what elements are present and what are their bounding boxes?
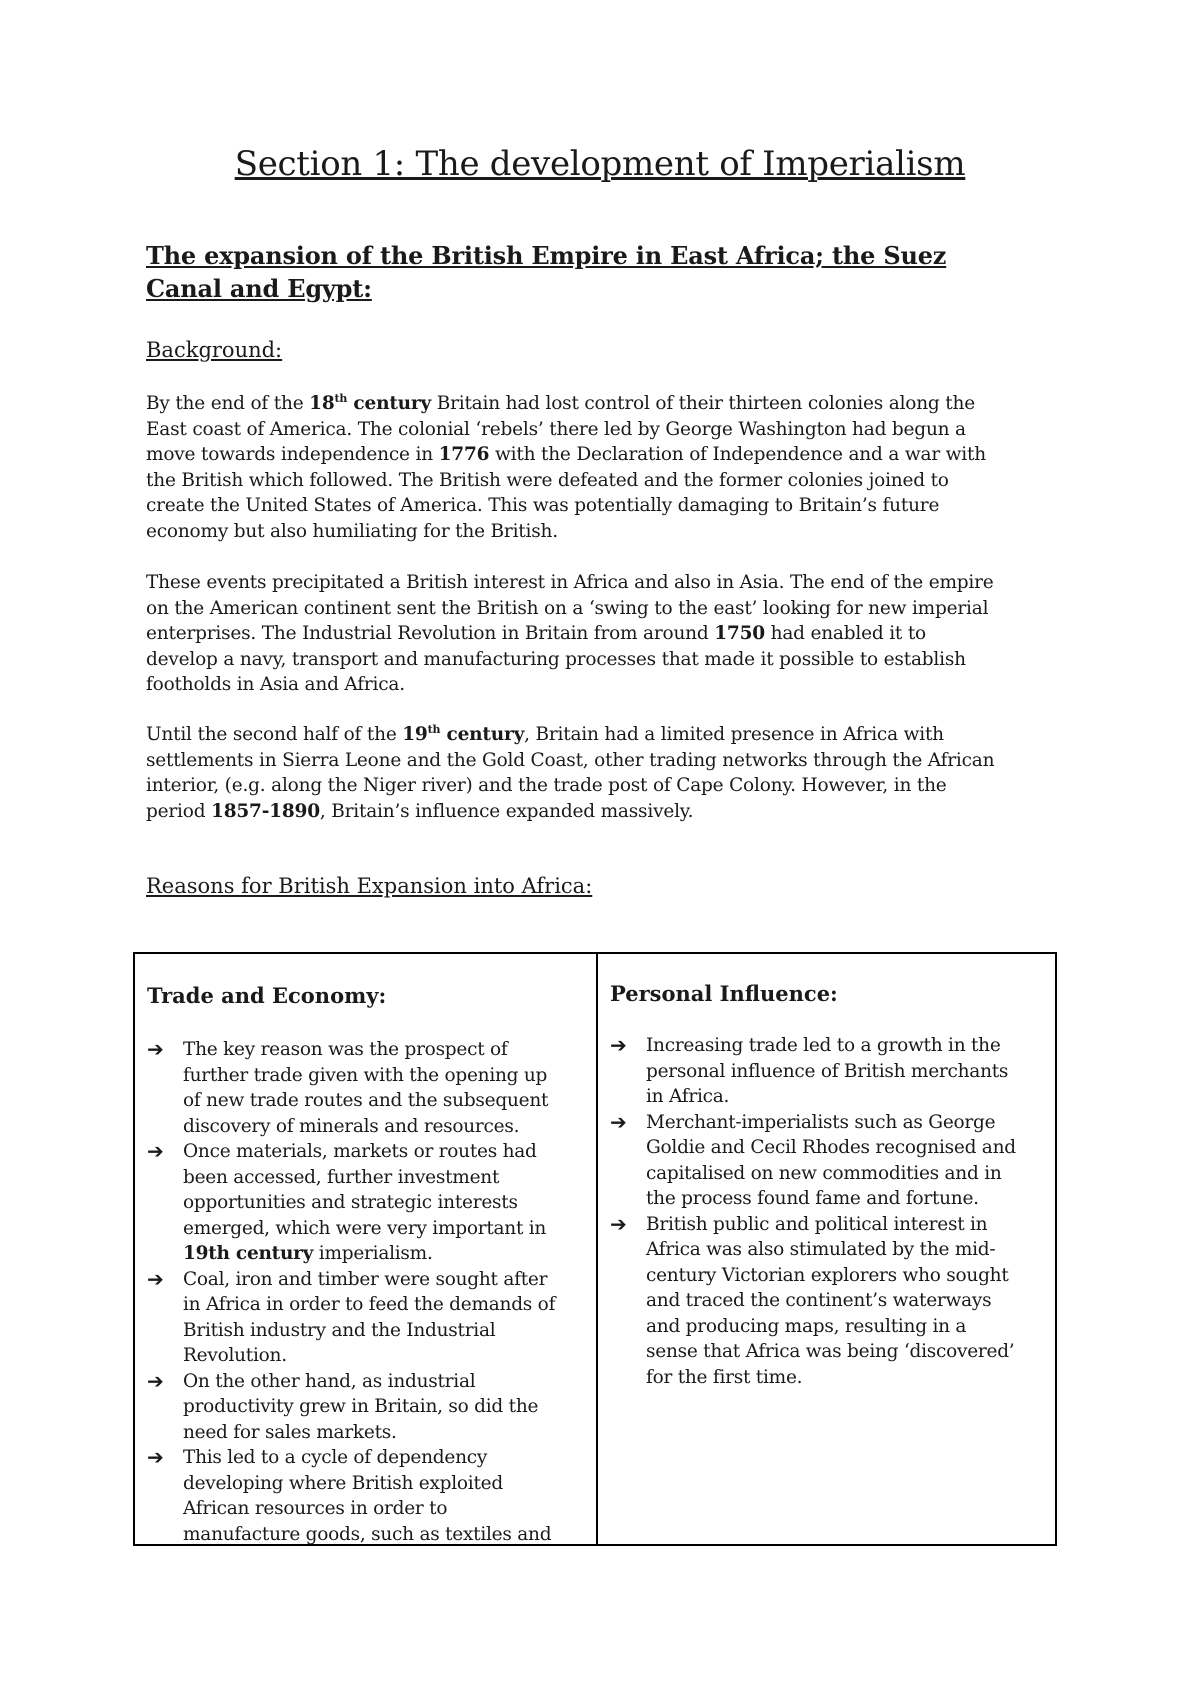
text-line: emerged, which were very important in	[183, 1217, 547, 1239]
text-line: Until the second half of the 19th century, Britain had a limited presence in Africa with	[146, 723, 944, 745]
text-line: interior, (e.g. along the Niger river) and the trade post of Cape Colony. However, in the	[146, 775, 947, 796]
bullet-item	[135, 1037, 596, 1139]
text-line: Coal, iron and timber were sought after	[183, 1268, 548, 1290]
text-line: economy but also humiliating for the British.	[146, 520, 558, 542]
text-line: need for sales markets.	[183, 1421, 397, 1443]
subheading-line: The expansion of the British Empire in East Africa; the Suez	[146, 241, 947, 270]
bullet-item	[135, 1267, 596, 1369]
text-line: further trade given with the opening up	[183, 1064, 548, 1086]
text-line: British public and political interest in	[646, 1213, 988, 1235]
text-line: on the American continent sent the British on a ‘swing to the east’ looking for new imperial	[146, 597, 989, 619]
text-line: This led to a cycle of dependency	[183, 1447, 488, 1468]
right-arrow-icon: ➔	[147, 1266, 164, 1291]
bold-text: century	[440, 724, 525, 745]
bold-text: 19	[402, 724, 428, 745]
text-line: footholds in Asia and Africa.	[146, 674, 405, 695]
background-heading: Background:	[146, 338, 283, 362]
text-line: African resources in order to	[183, 1498, 448, 1519]
text-line: in Africa.	[646, 1086, 730, 1107]
text-line: move towards independence in 1776 with the Declaration of Independence and a war with	[146, 444, 986, 465]
text-line: By the end of the 18th century Britain had lost control of their thirteen colonies along the	[146, 392, 975, 414]
bold-text: 18	[309, 393, 335, 414]
text-line: Revolution.	[183, 1345, 287, 1366]
section-subheading	[146, 239, 1046, 305]
bullet-item	[135, 1139, 596, 1267]
text-line: for the first time.	[646, 1366, 803, 1388]
text-line: develop a navy, transport and manufacturing processes that made it possible to establish	[146, 648, 966, 670]
trade-economy-bullets	[135, 1037, 596, 1544]
text-line: century Victorian explorers who sought	[646, 1264, 1009, 1286]
text-line: manufacture goods, such as textiles and	[183, 1523, 552, 1544]
bullet-item	[135, 1445, 596, 1544]
text-line: discovery of minerals and resources.	[183, 1115, 520, 1137]
paragraph-background-2	[146, 570, 1066, 698]
bullet-item	[598, 1110, 1055, 1212]
text-line: Goldie and Cecil Rhodes recognised and	[646, 1137, 1016, 1158]
text-line: Africa was also stimulated by the mid-	[646, 1239, 996, 1260]
right-arrow-icon: ➔	[147, 1139, 164, 1163]
text-line: create the United States of America. This was potentially damaging to Britain’s future	[146, 495, 940, 516]
right-arrow-icon: ➔	[147, 1037, 164, 1061]
text-line: the process found fame and fortune.	[646, 1188, 979, 1209]
text-line: sense that Africa was being ‘discovered’	[646, 1341, 1015, 1362]
superscript-text: th	[334, 392, 348, 405]
bold-text: century	[347, 393, 432, 414]
text-line: and producing maps, resulting in a	[646, 1315, 967, 1337]
bold-text: 1776	[438, 444, 490, 465]
right-arrow-icon: ➔	[610, 1211, 627, 1236]
text-line: productivity grew in Britain, so did the	[183, 1396, 539, 1417]
bold-text: 19th century	[183, 1243, 314, 1264]
bullet-item	[135, 1369, 596, 1446]
text-line: enterprises. The Industrial Revolution in Britain from around 1750 had enabled it to	[146, 623, 926, 644]
text-line: East coast of America. The colonial ‘rebels’ there led by George Washington had begun a	[146, 418, 966, 440]
text-line: and traced the continent’s waterways	[646, 1290, 992, 1311]
personal-influence-column	[598, 954, 1055, 1544]
trade-economy-column	[135, 954, 598, 1544]
text-line: of new trade routes and the subsequent	[183, 1090, 549, 1111]
text-line: the British which followed. The British were defeated and the former colonies joined to	[146, 469, 949, 491]
trade-economy-heading: Trade and Economy:	[147, 983, 387, 1008]
bold-text: 1750	[714, 623, 765, 644]
bullet-item	[598, 1212, 1055, 1391]
right-arrow-icon: ➔	[610, 1033, 627, 1057]
personal-influence-heading: Personal Influence:	[610, 981, 838, 1006]
text-line: These events precipitated a British interest in Africa and also in Asia. The end of the empire	[146, 572, 994, 593]
bullet-item	[598, 1033, 1055, 1110]
text-line: Merchant-imperialists such as George	[646, 1111, 996, 1133]
page-title: Section 1: The development of Imperialism	[234, 144, 966, 184]
text-line: capitalised on new commodities and in	[646, 1162, 1002, 1184]
superscript-text: th	[427, 723, 441, 736]
subheading-line: Canal and Egypt:	[146, 274, 372, 303]
text-line: settlements in Sierra Leone and the Gold Coast, other trading networks through the African	[146, 749, 995, 771]
text-line: been accessed, further investment	[183, 1166, 500, 1188]
right-arrow-icon: ➔	[610, 1109, 627, 1134]
paragraph-background-1	[146, 391, 1066, 544]
text-line: developing where British exploited	[183, 1472, 503, 1494]
personal-influence-bullets	[598, 1033, 1055, 1390]
right-arrow-icon: ➔	[147, 1445, 164, 1469]
reasons-heading: Reasons for British Expansion into Africa:	[146, 874, 593, 898]
text-line: On the other hand, as industrial	[183, 1370, 476, 1392]
text-line: 19th century imperialism.	[183, 1243, 433, 1264]
text-line: Once materials, markets or routes had	[183, 1141, 537, 1162]
text-line: Increasing trade led to a growth in the	[646, 1035, 1001, 1056]
text-line: period 1857-1890, Britain’s influence expanded massively.	[146, 800, 694, 822]
text-line: The key reason was the prospect of	[183, 1039, 508, 1060]
reasons-table	[133, 952, 1057, 1546]
text-line: opportunities and strategic interests	[183, 1192, 518, 1213]
text-line: personal influence of British merchants	[646, 1060, 1009, 1082]
bold-text: 1857-1890	[211, 800, 320, 822]
paragraph-background-3	[146, 722, 1066, 824]
text-line: in Africa in order to feed the demands of	[183, 1294, 556, 1315]
right-arrow-icon: ➔	[147, 1368, 164, 1393]
text-line: British industry and the Industrial	[183, 1319, 496, 1341]
